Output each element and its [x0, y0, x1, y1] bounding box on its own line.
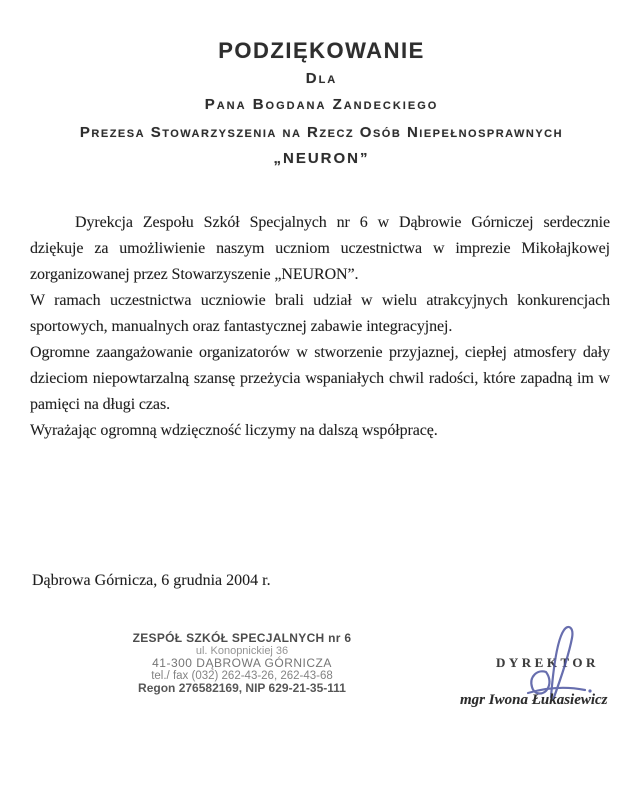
date-line: Dąbrowa Górnicza, 6 grudnia 2004 r. [32, 572, 271, 589]
letter-body [30, 210, 610, 444]
stamp-line-school-name: ZESPÓŁ SZKÓŁ SPECJALNYCH nr 6 [132, 631, 352, 645]
paragraph-4: Wyrażając ogromną wdzięczność liczymy na dalszą współpracę. [30, 422, 438, 439]
recipient-name: Pana Bogdana Zandeckiego [204, 96, 439, 113]
signer-name: mgr Iwona Łukasiewicz [460, 692, 608, 708]
school-stamp [128, 632, 356, 695]
signer-title: DYREKTOR [496, 655, 599, 670]
stamp-line-regon-nip: Regon 276582169, NIP 629-21-35-111 [138, 681, 346, 696]
recipient-title: Prezesa Stowarzyszenia na Rzecz Osób Niepełnosprawnych [79, 124, 564, 141]
handwritten-signature-icon [515, 612, 600, 704]
paragraph-1: Dyrekcja Zespołu Szkół Specjalnych nr 6 w Dąbrowie Górniczej serdecznie dziękuje za umożliwienie naszym uczniom uczestnictwa w imprezie Mikołajkowej zorganizowanej przez Stowarzyszenie „NEURON”. [30, 214, 610, 283]
stamp-line-street: ul. Konopnickiej 36 [195, 644, 289, 657]
document-title: PODZIĘKOWANIE [218, 38, 425, 63]
organization-name: „NEURON” [273, 150, 370, 167]
paragraph-3: Ogromne zaangażowanie organizatorów w stworzenie przyjaznej, ciepłej atmosfery dały dzieciom niepowtarzalną szansę przeżycia wspaniałych chwil radości, które zapadną im w pamięci na długi czas. [30, 344, 610, 413]
dedication-for-label: Dla [305, 70, 338, 87]
stamp-line-phone: tel./ fax (032) 262-43-26, 262-43-68 [151, 669, 333, 682]
stamp-line-city: 41-300 DĄBROWA GÓRNICZA [152, 656, 332, 671]
paragraph-2: W ramach uczestnictwa uczniowie brali udział w wielu atrakcyjnych konkurencjach sportowych, manualnych oraz fantastycznej zabawie integracyjnej. [30, 292, 610, 335]
